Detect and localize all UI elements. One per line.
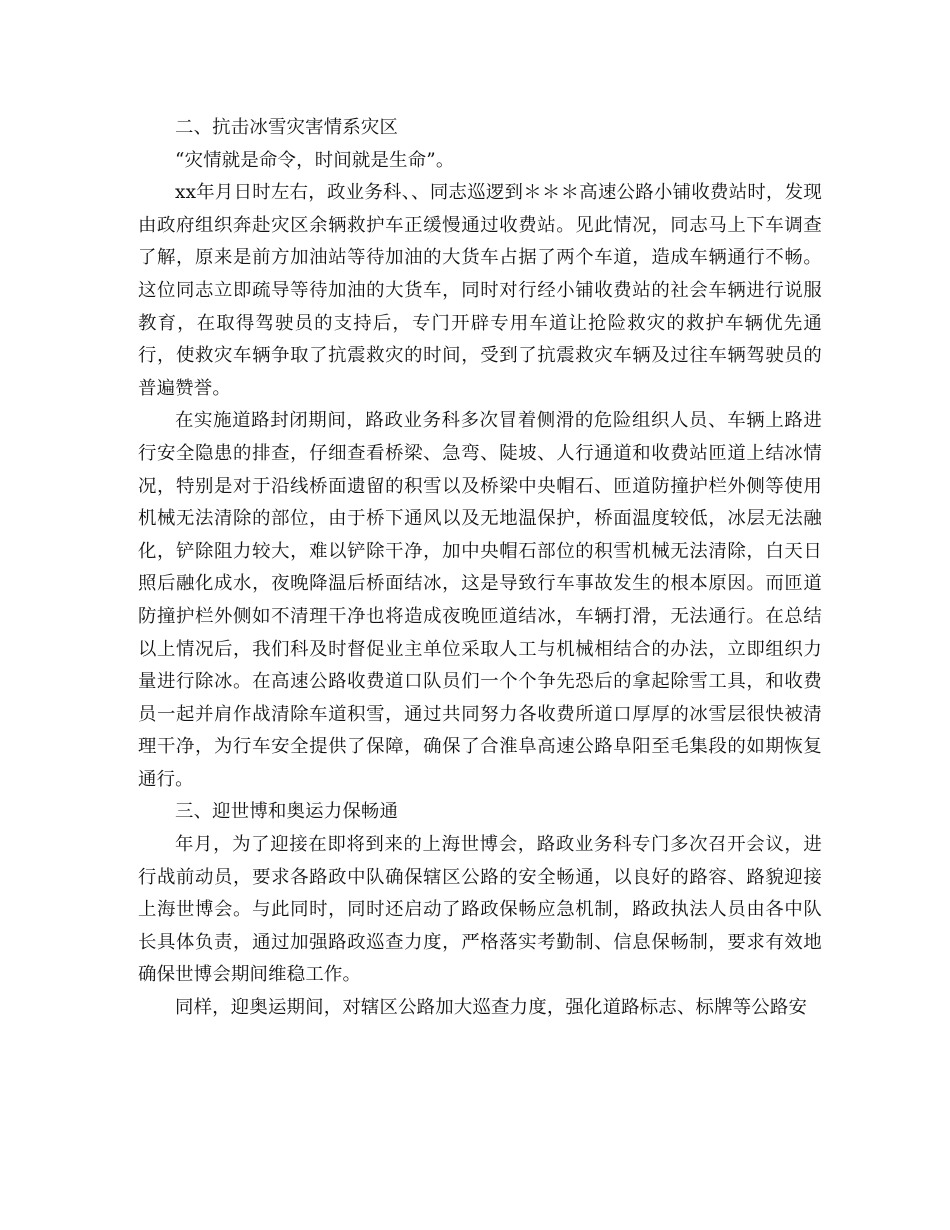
body-paragraph: 年月，为了迎接在即将到来的上海世博会，路政业务科专门多次召开会议，进行战前动员，要求各路政中队确保辖区公路的安全畅通，以良好的路容、路貌迎接上海世博会。与此同时，同时还启动了路政保畅应急机制，路政执法人员由各中队长具体负责，通过加强路政巡查力度，严格落实考勤制、信息保畅制，要求有效地确保世博会期间维稳工作。 [138,834,822,986]
body-paragraph: 在实施道路封闭期间，路政业务科多次冒着侧滑的危险组织人员、车辆上路进行安全隐患的排查，仔细查看桥梁、急弯、陡坡、人行通道和收费站匝道上结冰情况，特别是对于沿线桥面遗留的积雪以及桥梁中央帽石、匝道防撞护栏外侧等使用机械无法清除的部位，由于桥下通风以及无地温保护，桥面温度较低，冰层无法融化，铲除阻力较大，难以铲除干净，加中央帽石部位的积雪机械无法清除，白天日照后融化成水，夜晚降温后桥面结冰，这是导致行车事故发生的根本原因。而匝道防撞护栏外侧如不清理干净也将造成夜晚匝道结冰，车辆打滑，无法通行。在总结以上情况后，我们科及时督促业主单位采取人工与机械相结合的办法，立即组织力量进行除冰。在高速公路收费道口队员们一个个争先恐后的拿起除雪工具，和收费员一起并肩作战清除车道积雪，通过共同努力各收费所道口厚厚的冰雪层很快被清理干净，为行车安全提供了保障，确保了合淮阜高速公路阜阳至毛集段的如期恢复通行。 [138,410,822,790]
section-heading-3: 三、迎世博和奥运力保畅通 [175,801,399,823]
quote-paragraph: “灾情就是命令，时间就是生命”。 [175,149,455,171]
document-page [138,112,822,1025]
section-heading-2: 二、抗击冰雪灾害情系灾区 [175,117,399,138]
body-paragraph: 同样，迎奥运期间，对辖区公路加大巡查力度，强化道路标志、标牌等公路安 [175,997,808,1019]
body-paragraph: xx年月日时左右，政业务科、、同志巡逻到＊＊＊高速公路小铺收费站时，发现由政府组织奔赴灾区余辆救护车正缓慢通过收费站。见此情况，同志马上下车调查了解，原来是前方加油站等待加油的大货车占据了两个车道，造成车辆通行不畅。这位同志立即疏导等待加油的大货车，同时对行经小铺收费站的社会车辆进行说服教育，在取得驾驶员的支持后，专门开辟专用车道让抢险救灾的救护车辆优先通行，使救灾车辆争取了抗震救灾的时间，受到了抗震救灾车辆及过往车辆驾驶员的普遍赞誉。 [138,182,822,399]
